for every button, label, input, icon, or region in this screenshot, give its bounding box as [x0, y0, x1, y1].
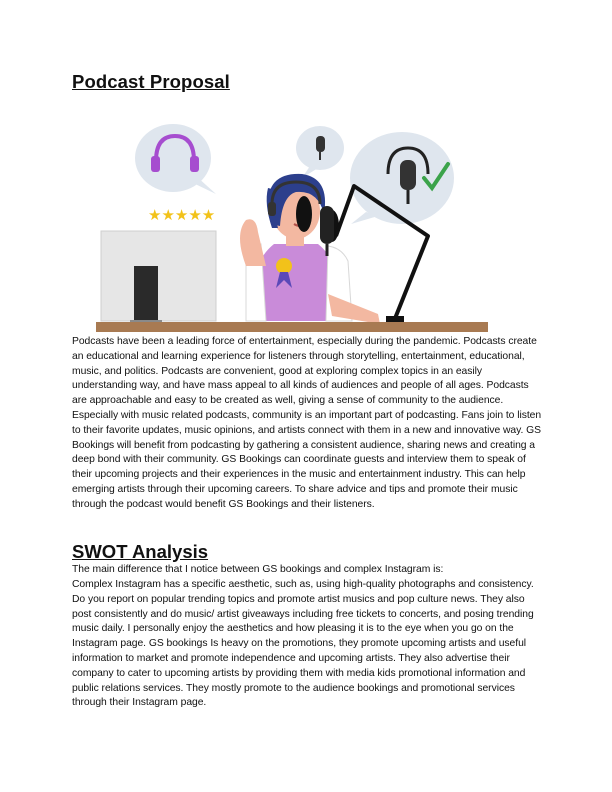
mic-bubble-small: [296, 126, 344, 178]
intro-paragraph: Podcasts have been a leading force of entertainment, especially during the pandemic. Podcasts create an educational and learning experience for listeners through storytelling, entertainment, educational, music, and politics. Podcasts are convenient, good at exploring complex topics in an easily understanding way, and have mass appeal to all kinds of audiences and people of all ages. Podcasts are approachable and easy to be created as well, giving a sense of community to the audience. Especially with music related podcasts, community is an important part of podcasting. Fans join to listen to their favorite updates, music opinions, and artists connect with them in a new and innovative way. GS Bookings will benefit from podcasting by gathering a consistent audience, sharing news and creating a deep bond with their community. GS Bookings can coordinate guests and interview them to speak of their upcoming projects and their experiences in the music and entertainment industry. This can help emerging artists through their upcoming careers. To share advice and tips and promote their music through the podcast would benefit GS Bookings and their listeners.: [72, 336, 542, 510]
page-title: Podcast Proposal: [72, 71, 230, 92]
podcast-illustration: [96, 116, 488, 336]
swot-lead-text: The main difference that I notice between GS bookings and complex Instagram is:: [72, 564, 444, 575]
desk: [96, 322, 488, 332]
swot-heading: SWOT Analysis: [72, 541, 209, 562]
computer-monitor: [101, 231, 216, 324]
rating-stars: ★★★★★: [148, 206, 216, 224]
swot-paragraph: Complex Instagram has a specific aesthetic, such as, using high-quality photographs and consistency. Do you report on popular trending topics and promote artist musics and pop culture news. They also post consistently and do music/ artist giveaways including free tickets to concerts, and posing trending music daily. I personally enjoy the aesthetics and how pleasing it is to the eye when you go on the Instagram page. GS bookings Is heavy on the promotions, they promote upcoming artists and useful information to market and promote independence and upcoming artists. They also advertise their company to cater to upcoming artists by providing them with media kids promotional information and public relations services. They mostly promote to the audience bookings and promotional services through their Instagram page.: [72, 579, 534, 709]
